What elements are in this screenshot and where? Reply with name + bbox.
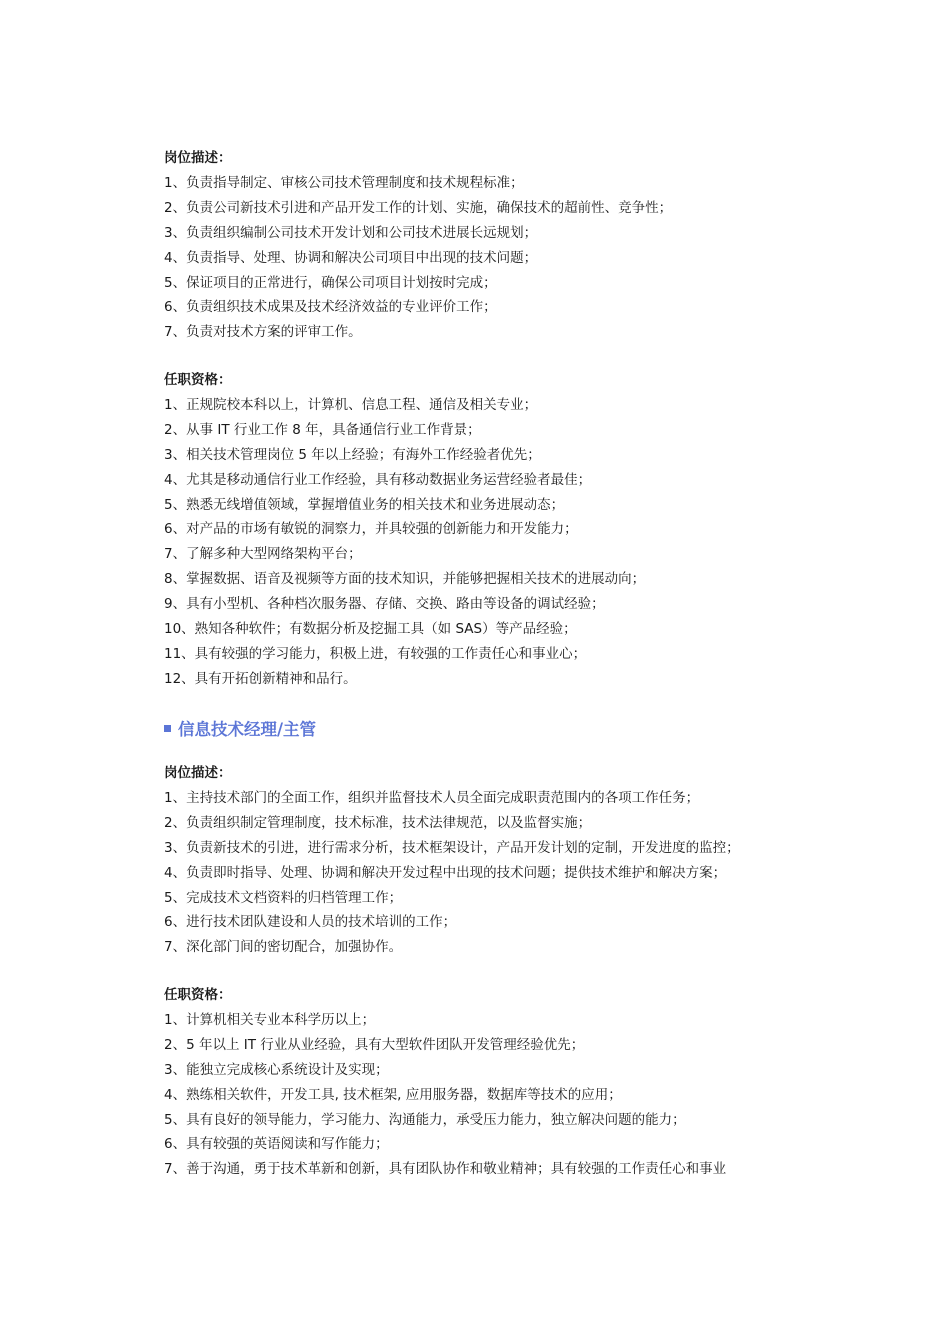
list-item: 12、具有开拓创新精神和品行。 bbox=[164, 670, 357, 687]
list-item: 1、负责指导制定、审核公司技术管理制度和技术规程标准； bbox=[164, 175, 524, 191]
list-item: 3、相关技术管理岗位 5 年以上经验；有海外工作经验者优先； bbox=[164, 446, 541, 463]
list-item: 7、负责对技术方案的评审工作。 bbox=[164, 324, 362, 341]
list-item: 7、了解多种大型网络架构平台； bbox=[164, 546, 362, 563]
list-item: 4、熟练相关软件，开发工具, 技术框架, 应用服务器，数据库等技术的应用； bbox=[164, 1086, 622, 1103]
square-bullet-icon bbox=[164, 725, 171, 732]
list-item: 3、能独立完成核心系统设计及实现； bbox=[164, 1061, 389, 1078]
duties-heading: 岗位描述： bbox=[164, 765, 232, 781]
list-item: 4、负责指导、处理、协调和解决公司项目中出现的技术问题； bbox=[164, 249, 538, 266]
list-item: 6、对产品的市场有敏锐的洞察力，并具较强的创新能力和开发能力； bbox=[164, 521, 578, 538]
list-item: 4、尤其是移动通信行业工作经验，具有移动数据业务运营经验者最佳； bbox=[164, 471, 592, 488]
duties-heading: 岗位描述： bbox=[164, 150, 232, 166]
list-item: 2、负责公司新技术引进和产品开发工作的计划、实施，确保技术的超前性、竞争性； bbox=[164, 199, 673, 216]
requirements-heading: 任职资格： bbox=[164, 987, 232, 1003]
list-item: 3、负责新技术的引进，进行需求分析，技术框架设计，产品开发计划的定制，开发进度的监控； bbox=[164, 839, 740, 856]
requirements-heading: 任职资格： bbox=[164, 372, 232, 388]
list-item: 5、具有良好的领导能力，学习能力、沟通能力，承受压力能力，独立解决问题的能力； bbox=[164, 1111, 686, 1128]
list-item: 5、完成技术文档资料的归档管理工作； bbox=[164, 889, 403, 906]
list-item: 5、保证项目的正常进行，确保公司项目计划按时完成； bbox=[164, 274, 497, 291]
list-item: 5、熟悉无线增值领域，掌握增值业务的相关技术和业务进展动态； bbox=[164, 496, 565, 513]
list-item: 6、负责组织技术成果及技术经济效益的专业评价工作； bbox=[164, 299, 497, 316]
list-item: 6、进行技术团队建设和人员的技术培训的工作； bbox=[164, 914, 457, 931]
list-item: 9、具有小型机、各种档次服务器、存储、交换、路由等设备的调试经验； bbox=[164, 596, 605, 613]
list-item: 10、熟知各种软件；有数据分析及挖掘工具（如 SAS）等产品经验； bbox=[164, 621, 577, 638]
list-item: 4、负责即时指导、处理、协调和解决开发过程中出现的技术问题；提供技术维护和解决方案； bbox=[164, 864, 727, 881]
list-item: 7、深化部门间的密切配合，加强协作。 bbox=[164, 939, 403, 956]
section2-requirements bbox=[164, 983, 804, 1182]
list-item: 1、计算机相关专业本科学历以上； bbox=[164, 1012, 376, 1028]
list-item: 7、善于沟通，勇于技术革新和创新，具有团队协作和敬业精神；具有较强的工作责任心和事业 bbox=[164, 1161, 727, 1178]
list-item: 6、具有较强的英语阅读和写作能力； bbox=[164, 1136, 389, 1153]
section-title-text: 信息技术经理/主管 bbox=[178, 720, 317, 739]
section-title bbox=[164, 714, 316, 742]
list-item: 2、从事 IT 行业工作 8 年，具备通信行业工作背景； bbox=[164, 421, 481, 438]
list-item: 2、负责组织制定管理制度，技术标准，技术法律规范，以及监督实施； bbox=[164, 814, 592, 831]
section1-duties bbox=[164, 146, 804, 345]
list-item: 11、具有较强的学习能力，积极上进，有较强的工作责任心和事业心； bbox=[164, 645, 587, 662]
list-item: 8、掌握数据、语音及视频等方面的技术知识，并能够把握相关技术的进展动向； bbox=[164, 571, 646, 588]
list-item: 1、正规院校本科以上，计算机、信息工程、通信及相关专业； bbox=[164, 397, 538, 413]
list-item: 2、5 年以上 IT 行业从业经验，具有大型软件团队开发管理经验优先； bbox=[164, 1036, 585, 1053]
list-item: 3、负责组织编制公司技术开发计划和公司技术进展长远规划； bbox=[164, 224, 538, 241]
section2-duties bbox=[164, 761, 804, 960]
section1-requirements bbox=[164, 368, 804, 692]
list-item: 1、主持技术部门的全面工作，组织并监督技术人员全面完成职责范围内的各项工作任务； bbox=[164, 790, 700, 806]
